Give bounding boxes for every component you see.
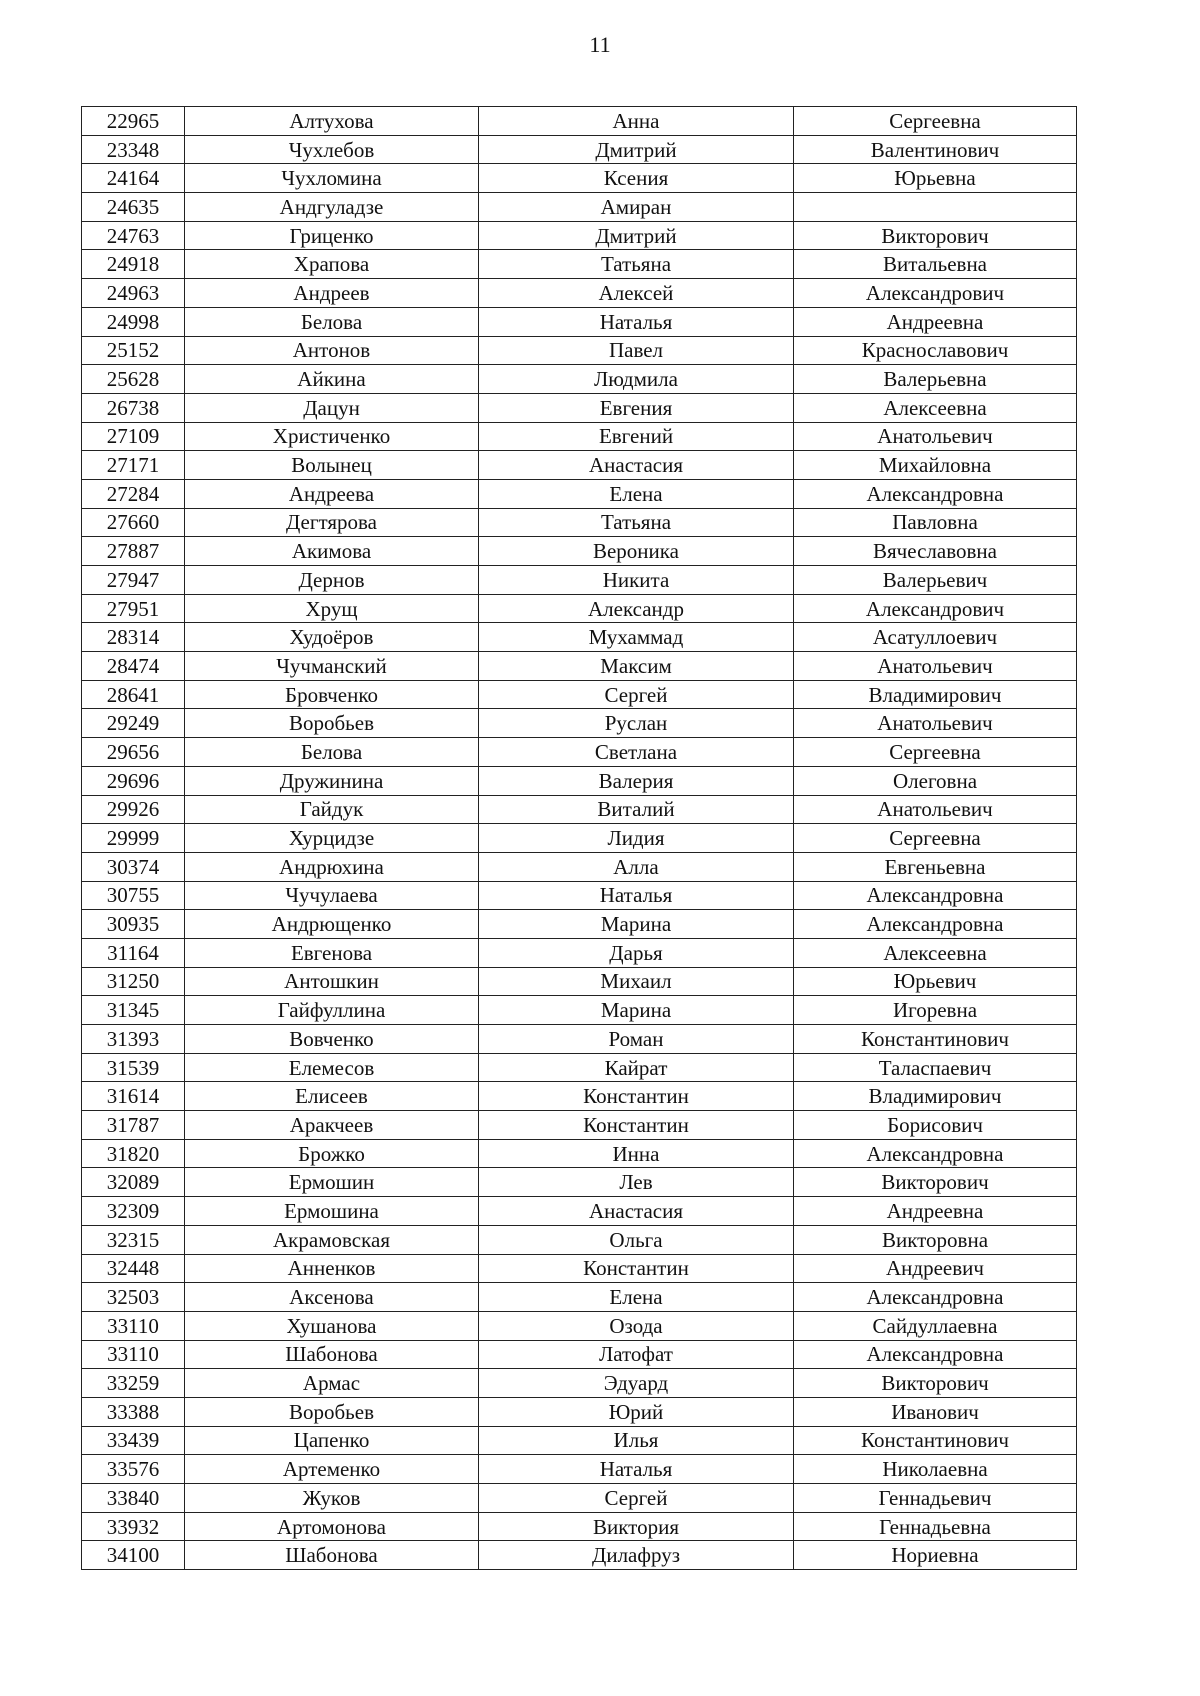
table-row xyxy=(82,1484,1077,1513)
patronymic-cell: Андреевна xyxy=(794,1197,1077,1226)
patronymic-cell: Анатольевич xyxy=(794,709,1077,738)
table-row xyxy=(82,1254,1077,1283)
first-name-cell: Илья xyxy=(479,1426,794,1455)
registration-number-cell: 33576 xyxy=(82,1455,185,1484)
last-name-cell: Волынец xyxy=(185,451,479,480)
registration-number-cell: 24164 xyxy=(82,164,185,193)
registration-number-cell: 27109 xyxy=(82,422,185,451)
patronymic-cell: Александровна xyxy=(794,479,1077,508)
page-number: 11 xyxy=(589,32,611,57)
table-row xyxy=(82,1426,1077,1455)
last-name-cell: Гайфуллина xyxy=(185,996,479,1025)
table-row xyxy=(82,422,1077,451)
registration-number-cell: 27951 xyxy=(82,594,185,623)
last-name-cell: Андреев xyxy=(185,279,479,308)
last-name-cell: Аракчеев xyxy=(185,1111,479,1140)
registration-number-cell: 31614 xyxy=(82,1082,185,1111)
patronymic-cell: Владимирович xyxy=(794,1082,1077,1111)
table-row xyxy=(82,852,1077,881)
first-name-cell: Мухаммад xyxy=(479,623,794,652)
table-row xyxy=(82,709,1077,738)
last-name-cell: Белова xyxy=(185,738,479,767)
last-name-cell: Ермошина xyxy=(185,1197,479,1226)
registration-number-cell: 29696 xyxy=(82,766,185,795)
first-name-cell: Максим xyxy=(479,652,794,681)
first-name-cell: Дилафруз xyxy=(479,1541,794,1570)
last-name-cell: Дегтярова xyxy=(185,508,479,537)
registration-number-cell: 32315 xyxy=(82,1225,185,1254)
first-name-cell: Амиран xyxy=(479,193,794,222)
table-row xyxy=(82,938,1077,967)
first-name-cell: Анастасия xyxy=(479,451,794,480)
patronymic-cell: Александровна xyxy=(794,910,1077,939)
patronymic-cell: Александровна xyxy=(794,1283,1077,1312)
registration-number-cell: 33932 xyxy=(82,1512,185,1541)
patronymic-cell: Александровна xyxy=(794,1139,1077,1168)
patronymic-cell: Владимирович xyxy=(794,680,1077,709)
table-row xyxy=(82,1340,1077,1369)
first-name-cell: Михаил xyxy=(479,967,794,996)
last-name-cell: Акимова xyxy=(185,537,479,566)
patronymic-cell: Анатольевич xyxy=(794,795,1077,824)
registration-number-cell: 28474 xyxy=(82,652,185,681)
first-name-cell: Дмитрий xyxy=(479,135,794,164)
table-row xyxy=(82,1397,1077,1426)
registration-number-cell: 33840 xyxy=(82,1484,185,1513)
last-name-cell: Акрамовская xyxy=(185,1225,479,1254)
last-name-cell: Аксенова xyxy=(185,1283,479,1312)
patronymic-cell: Валерьевна xyxy=(794,365,1077,394)
last-name-cell: Хурцидзе xyxy=(185,824,479,853)
table-row xyxy=(82,680,1077,709)
registration-number-cell: 32503 xyxy=(82,1283,185,1312)
last-name-cell: Брожко xyxy=(185,1139,479,1168)
last-name-cell: Хрущ xyxy=(185,594,479,623)
registration-number-cell: 31820 xyxy=(82,1139,185,1168)
registration-number-cell: 25628 xyxy=(82,365,185,394)
first-name-cell: Валерия xyxy=(479,766,794,795)
table-row xyxy=(82,881,1077,910)
first-name-cell: Марина xyxy=(479,910,794,939)
last-name-cell: Андреева xyxy=(185,479,479,508)
patronymic-cell: Юрьевич xyxy=(794,967,1077,996)
registration-number-cell: 28641 xyxy=(82,680,185,709)
registration-number-cell: 34100 xyxy=(82,1541,185,1570)
patronymic-cell: Андреевич xyxy=(794,1254,1077,1283)
patronymic-cell: Павловна xyxy=(794,508,1077,537)
table-row xyxy=(82,996,1077,1025)
patronymic-cell: Борисович xyxy=(794,1111,1077,1140)
first-name-cell: Константин xyxy=(479,1082,794,1111)
patronymic-cell: Николаевна xyxy=(794,1455,1077,1484)
last-name-cell: Белова xyxy=(185,307,479,336)
patronymic-cell: Константинович xyxy=(794,1025,1077,1054)
patronymic-cell: Витальевна xyxy=(794,250,1077,279)
patronymic-cell: Викторович xyxy=(794,1168,1077,1197)
patronymic-cell: Андреевна xyxy=(794,307,1077,336)
first-name-cell: Ольга xyxy=(479,1225,794,1254)
last-name-cell: Антошкин xyxy=(185,967,479,996)
patronymic-cell: Валерьевич xyxy=(794,566,1077,595)
first-name-cell: Наталья xyxy=(479,1455,794,1484)
registration-number-cell: 31250 xyxy=(82,967,185,996)
registration-number-cell: 32089 xyxy=(82,1168,185,1197)
table-row xyxy=(82,1082,1077,1111)
table-row xyxy=(82,451,1077,480)
registration-number-cell: 32448 xyxy=(82,1254,185,1283)
table-row xyxy=(82,107,1077,136)
last-name-cell: Дернов xyxy=(185,566,479,595)
patronymic-cell: Сергеевна xyxy=(794,738,1077,767)
last-name-cell: Айкина xyxy=(185,365,479,394)
patronymic-cell: Александрович xyxy=(794,279,1077,308)
last-name-cell: Артомонова xyxy=(185,1512,479,1541)
patronymic-cell: Анатольевич xyxy=(794,652,1077,681)
patronymic-cell: Игоревна xyxy=(794,996,1077,1025)
registration-number-cell: 29926 xyxy=(82,795,185,824)
first-name-cell: Елена xyxy=(479,479,794,508)
last-name-cell: Чучманский xyxy=(185,652,479,681)
patronymic-cell: Александрович xyxy=(794,594,1077,623)
table-row xyxy=(82,967,1077,996)
registration-number-cell: 27887 xyxy=(82,537,185,566)
table-row xyxy=(82,193,1077,222)
patronymic-cell: Михайловна xyxy=(794,451,1077,480)
last-name-cell: Чухломина xyxy=(185,164,479,193)
last-name-cell: Храпова xyxy=(185,250,479,279)
registration-number-cell: 31393 xyxy=(82,1025,185,1054)
registration-number-cell: 31539 xyxy=(82,1053,185,1082)
first-name-cell: Эдуард xyxy=(479,1369,794,1398)
registration-number-cell: 28314 xyxy=(82,623,185,652)
last-name-cell: Елисеев xyxy=(185,1082,479,1111)
last-name-cell: Худоёров xyxy=(185,623,479,652)
table-row xyxy=(82,1197,1077,1226)
registration-number-cell: 24763 xyxy=(82,221,185,250)
patronymic-cell: Юрьевна xyxy=(794,164,1077,193)
first-name-cell: Сергей xyxy=(479,680,794,709)
first-name-cell: Людмила xyxy=(479,365,794,394)
patronymic-cell: Алексеевна xyxy=(794,393,1077,422)
first-name-cell: Елена xyxy=(479,1283,794,1312)
first-name-cell: Наталья xyxy=(479,881,794,910)
last-name-cell: Воробьев xyxy=(185,709,479,738)
registration-number-cell: 33259 xyxy=(82,1369,185,1398)
first-name-cell: Вероника xyxy=(479,537,794,566)
first-name-cell: Светлана xyxy=(479,738,794,767)
table-row xyxy=(82,623,1077,652)
table-row xyxy=(82,566,1077,595)
first-name-cell: Юрий xyxy=(479,1397,794,1426)
patronymic-cell: Александровна xyxy=(794,1340,1077,1369)
registration-number-cell: 33439 xyxy=(82,1426,185,1455)
first-name-cell: Евгения xyxy=(479,393,794,422)
registration-number-cell: 31164 xyxy=(82,938,185,967)
last-name-cell: Чучулаева xyxy=(185,881,479,910)
patronymic-cell: Алексеевна xyxy=(794,938,1077,967)
last-name-cell: Бровченко xyxy=(185,680,479,709)
patronymic-cell: Вячеславовна xyxy=(794,537,1077,566)
table-row xyxy=(82,164,1077,193)
patronymic-cell: Сайдуллаевна xyxy=(794,1311,1077,1340)
table-row xyxy=(82,1053,1077,1082)
registration-number-cell: 25152 xyxy=(82,336,185,365)
first-name-cell: Татьяна xyxy=(479,250,794,279)
table-row xyxy=(82,221,1077,250)
registration-number-cell: 31345 xyxy=(82,996,185,1025)
table-row xyxy=(82,1311,1077,1340)
registration-number-cell: 23348 xyxy=(82,135,185,164)
first-name-cell: Озода xyxy=(479,1311,794,1340)
patronymic-cell: Таласпаевич xyxy=(794,1053,1077,1082)
patronymic-cell: Нориевна xyxy=(794,1541,1077,1570)
last-name-cell: Хушанова xyxy=(185,1311,479,1340)
patronymic-cell: Евгеньевна xyxy=(794,852,1077,881)
table-row xyxy=(82,652,1077,681)
first-name-cell: Дмитрий xyxy=(479,221,794,250)
table-row xyxy=(82,594,1077,623)
first-name-cell: Павел xyxy=(479,336,794,365)
table-row xyxy=(82,910,1077,939)
first-name-cell: Алексей xyxy=(479,279,794,308)
patronymic-cell: Викторович xyxy=(794,1369,1077,1398)
registration-number-cell: 33388 xyxy=(82,1397,185,1426)
patronymic-cell xyxy=(794,193,1077,222)
patronymic-cell: Александровна xyxy=(794,881,1077,910)
first-name-cell: Алла xyxy=(479,852,794,881)
table-row xyxy=(82,1455,1077,1484)
last-name-cell: Андгуладзе xyxy=(185,193,479,222)
table-row xyxy=(82,537,1077,566)
first-name-cell: Виталий xyxy=(479,795,794,824)
last-name-cell: Гайдук xyxy=(185,795,479,824)
first-name-cell: Инна xyxy=(479,1139,794,1168)
last-name-cell: Чухлебов xyxy=(185,135,479,164)
last-name-cell: Воробьев xyxy=(185,1397,479,1426)
last-name-cell: Армас xyxy=(185,1369,479,1398)
table-row xyxy=(82,1512,1077,1541)
first-name-cell: Лидия xyxy=(479,824,794,853)
patronymic-cell: Сергеевна xyxy=(794,824,1077,853)
last-name-cell: Андрющенко xyxy=(185,910,479,939)
last-name-cell: Ермошин xyxy=(185,1168,479,1197)
registration-number-cell: 27660 xyxy=(82,508,185,537)
registration-number-cell: 26738 xyxy=(82,393,185,422)
patronymic-cell: Геннадьевна xyxy=(794,1512,1077,1541)
table-row xyxy=(82,824,1077,853)
table-row xyxy=(82,508,1077,537)
first-name-cell: Руслан xyxy=(479,709,794,738)
first-name-cell: Латофат xyxy=(479,1340,794,1369)
table-row xyxy=(82,1025,1077,1054)
patronymic-cell: Викторович xyxy=(794,221,1077,250)
table-row xyxy=(82,1283,1077,1312)
table-row xyxy=(82,1139,1077,1168)
registration-number-cell: 24635 xyxy=(82,193,185,222)
first-name-cell: Константин xyxy=(479,1254,794,1283)
registration-number-cell: 27284 xyxy=(82,479,185,508)
first-name-cell: Ксения xyxy=(479,164,794,193)
table-row xyxy=(82,135,1077,164)
registration-number-cell: 29999 xyxy=(82,824,185,853)
first-name-cell: Константин xyxy=(479,1111,794,1140)
registration-number-cell: 29249 xyxy=(82,709,185,738)
registration-number-cell: 24998 xyxy=(82,307,185,336)
patronymic-cell: Валентинович xyxy=(794,135,1077,164)
last-name-cell: Шабонова xyxy=(185,1541,479,1570)
roster-table xyxy=(81,106,1077,1570)
first-name-cell: Евгений xyxy=(479,422,794,451)
last-name-cell: Шабонова xyxy=(185,1340,479,1369)
table-row xyxy=(82,738,1077,767)
table-row xyxy=(82,1168,1077,1197)
registration-number-cell: 22965 xyxy=(82,107,185,136)
table-row xyxy=(82,250,1077,279)
first-name-cell: Марина xyxy=(479,996,794,1025)
first-name-cell: Никита xyxy=(479,566,794,595)
last-name-cell: Цапенко xyxy=(185,1426,479,1455)
registration-number-cell: 32309 xyxy=(82,1197,185,1226)
table-row xyxy=(82,336,1077,365)
patronymic-cell: Краснославович xyxy=(794,336,1077,365)
last-name-cell: Вовченко xyxy=(185,1025,479,1054)
table-row xyxy=(82,1369,1077,1398)
last-name-cell: Алтухова xyxy=(185,107,479,136)
last-name-cell: Евгенова xyxy=(185,938,479,967)
registration-number-cell: 29656 xyxy=(82,738,185,767)
registration-number-cell: 30374 xyxy=(82,852,185,881)
first-name-cell: Лев xyxy=(479,1168,794,1197)
last-name-cell: Андрюхина xyxy=(185,852,479,881)
last-name-cell: Христиченко xyxy=(185,422,479,451)
table-row xyxy=(82,365,1077,394)
table-row xyxy=(82,279,1077,308)
registration-number-cell: 27171 xyxy=(82,451,185,480)
last-name-cell: Анненков xyxy=(185,1254,479,1283)
patronymic-cell: Анатольевич xyxy=(794,422,1077,451)
roster-table-body xyxy=(82,107,1077,1570)
patronymic-cell: Иванович xyxy=(794,1397,1077,1426)
last-name-cell: Жуков xyxy=(185,1484,479,1513)
patronymic-cell: Сергеевна xyxy=(794,107,1077,136)
first-name-cell: Виктория xyxy=(479,1512,794,1541)
registration-number-cell: 24918 xyxy=(82,250,185,279)
first-name-cell: Сергей xyxy=(479,1484,794,1513)
registration-number-cell: 33110 xyxy=(82,1311,185,1340)
table-row xyxy=(82,1111,1077,1140)
first-name-cell: Кайрат xyxy=(479,1053,794,1082)
registration-number-cell: 31787 xyxy=(82,1111,185,1140)
patronymic-cell: Константинович xyxy=(794,1426,1077,1455)
first-name-cell: Анастасия xyxy=(479,1197,794,1226)
first-name-cell: Роман xyxy=(479,1025,794,1054)
last-name-cell: Гриценко xyxy=(185,221,479,250)
table-row xyxy=(82,1541,1077,1570)
first-name-cell: Татьяна xyxy=(479,508,794,537)
last-name-cell: Дацун xyxy=(185,393,479,422)
patronymic-cell: Олеговна xyxy=(794,766,1077,795)
patronymic-cell: Асатуллоевич xyxy=(794,623,1077,652)
table-row xyxy=(82,1225,1077,1254)
table-row xyxy=(82,766,1077,795)
table-row xyxy=(82,393,1077,422)
registration-number-cell: 30755 xyxy=(82,881,185,910)
last-name-cell: Дружинина xyxy=(185,766,479,795)
first-name-cell: Дарья xyxy=(479,938,794,967)
registration-number-cell: 33110 xyxy=(82,1340,185,1369)
table-row xyxy=(82,479,1077,508)
patronymic-cell: Викторовна xyxy=(794,1225,1077,1254)
first-name-cell: Анна xyxy=(479,107,794,136)
table-row xyxy=(82,795,1077,824)
last-name-cell: Антонов xyxy=(185,336,479,365)
first-name-cell: Александр xyxy=(479,594,794,623)
registration-number-cell: 24963 xyxy=(82,279,185,308)
last-name-cell: Артеменко xyxy=(185,1455,479,1484)
last-name-cell: Елемесов xyxy=(185,1053,479,1082)
patronymic-cell: Геннадьевич xyxy=(794,1484,1077,1513)
registration-number-cell: 30935 xyxy=(82,910,185,939)
first-name-cell: Наталья xyxy=(479,307,794,336)
table-row xyxy=(82,307,1077,336)
registration-number-cell: 27947 xyxy=(82,566,185,595)
